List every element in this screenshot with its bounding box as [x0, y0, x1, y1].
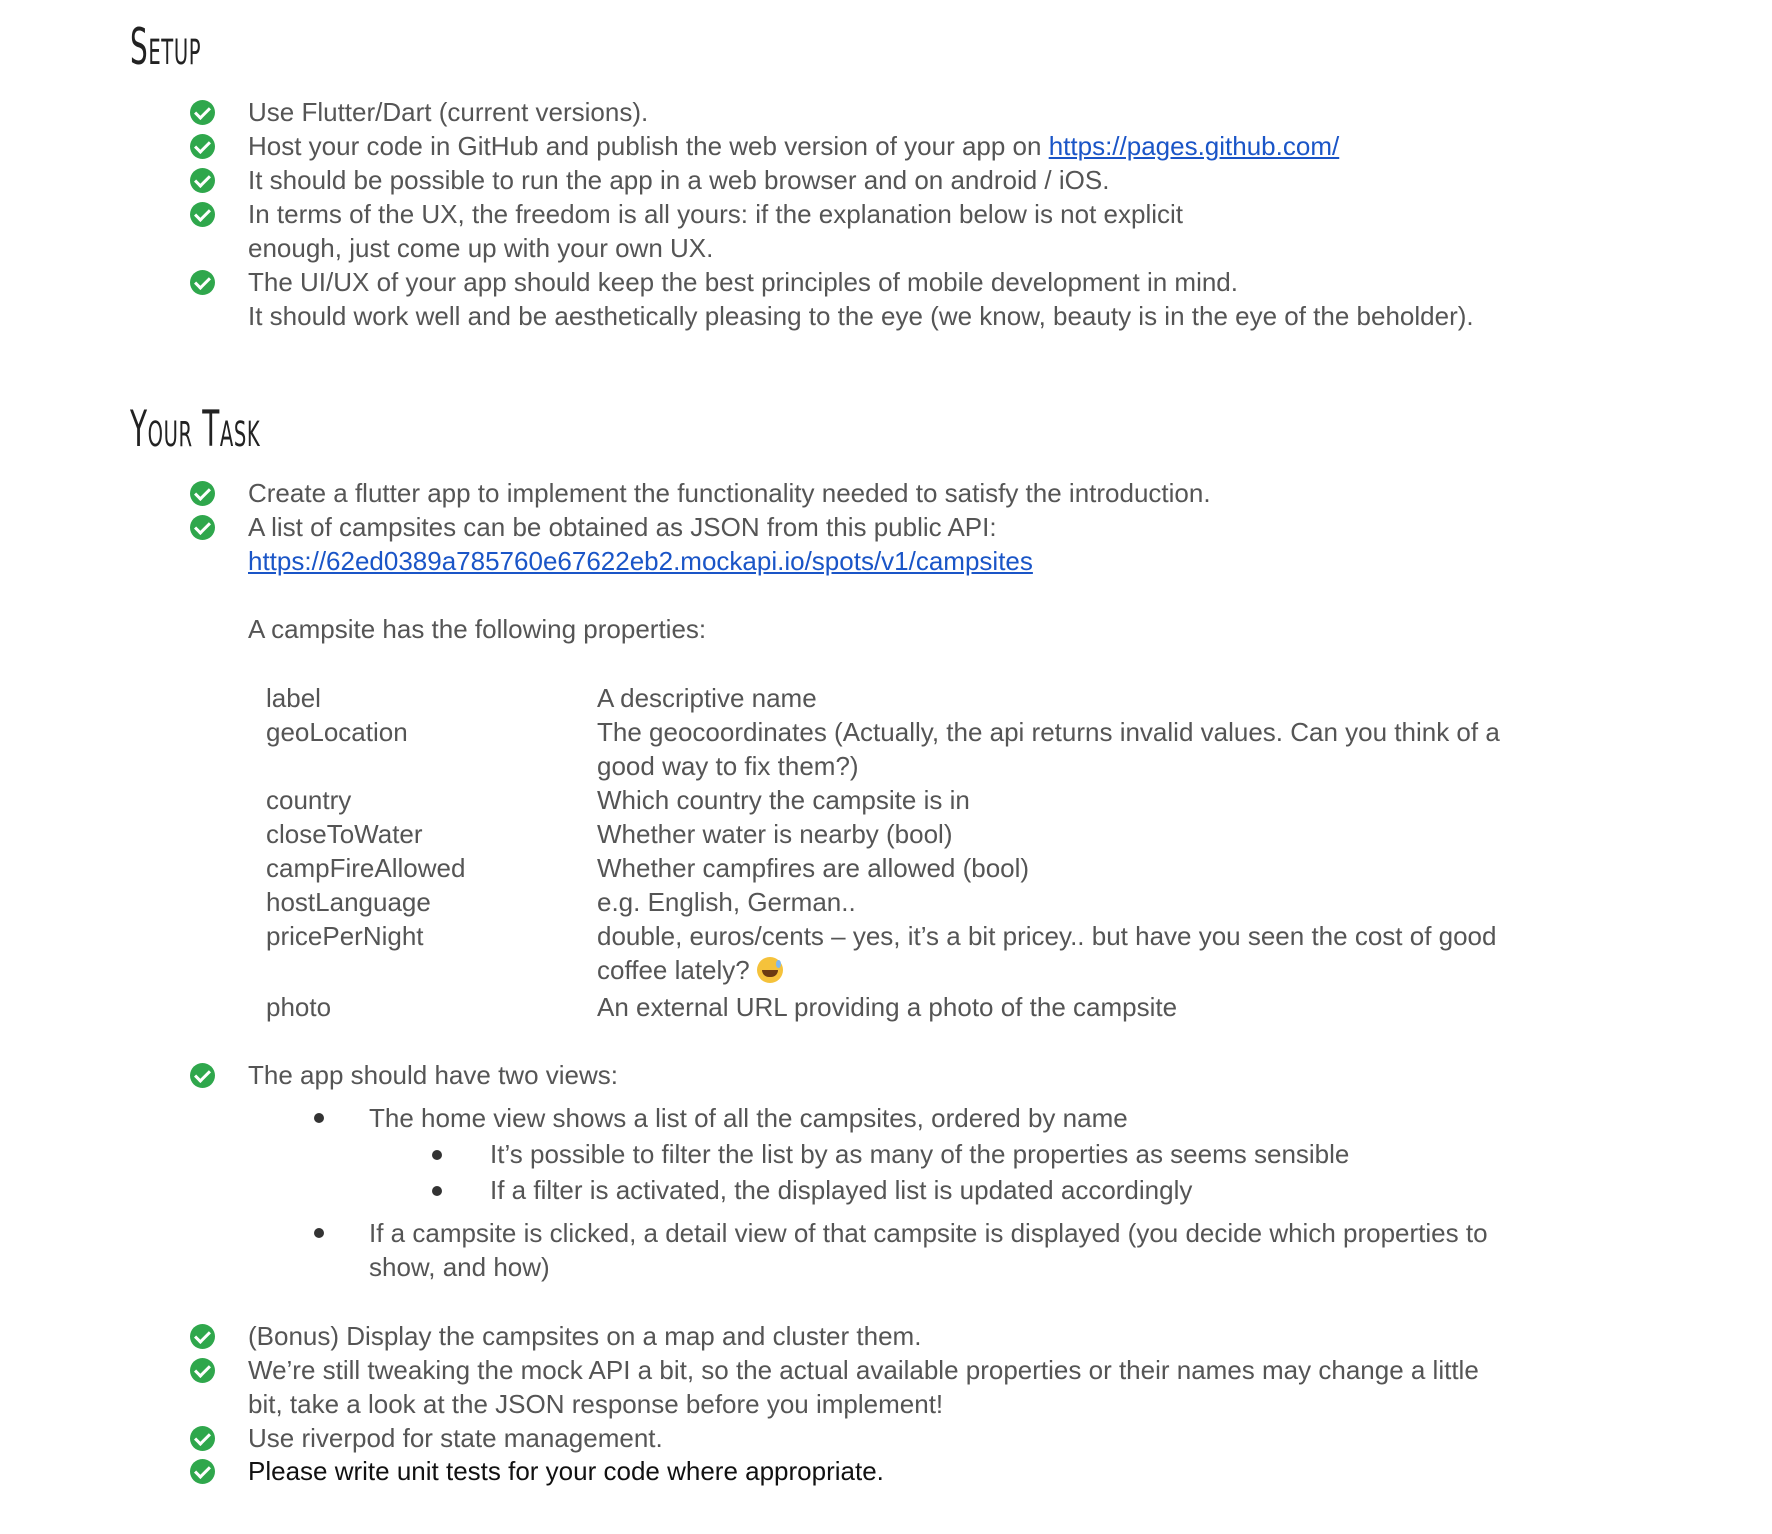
setup-item-4-line-1: In terms of the UX, the freedom is all yours: if the explanation below is not explicit	[248, 199, 1184, 229]
property-desc: double, euros/cents – yes, it’s a bit pricey.. but have you seen the cost of good	[597, 921, 1497, 951]
setup-item-2-text: Host your code in GitHub and publish the web version of your app on	[248, 131, 1049, 161]
check-icon	[190, 1358, 215, 1383]
property-name: pricePerNight	[266, 921, 424, 951]
setup-item-3: It should be possible to run the app in a web browser and on android / iOS.	[248, 165, 1110, 195]
detail-view-line-2: show, and how)	[369, 1252, 550, 1282]
property-name: geoLocation	[266, 717, 408, 747]
grinning-sweat-emoji-icon	[757, 957, 783, 983]
property-desc: Which country the campsite is in	[597, 785, 970, 815]
property-desc: Whether campfires are allowed (bool)	[597, 853, 1030, 883]
task-item-bonus: (Bonus) Display the campsites on a map and cluster them.	[248, 1321, 922, 1351]
check-icon	[190, 481, 215, 506]
api-link[interactable]: https://62ed0389a785760e67622eb2.mockapi.io/spots/v1/campsites	[248, 546, 1033, 576]
check-icon	[190, 515, 215, 540]
property-desc-cont	[597, 953, 783, 988]
check-icon	[190, 1459, 215, 1484]
check-icon	[190, 134, 215, 159]
property-name: label	[266, 683, 321, 713]
property-desc: e.g. English, German..	[597, 887, 856, 917]
property-desc: A descriptive name	[597, 683, 817, 713]
task-item-views: The app should have two views:	[248, 1060, 618, 1090]
setup-item-5-line-2: It should work well and be aesthetically pleasing to the eye (we know, beauty is in the eye of the beholder).	[248, 301, 1474, 331]
properties-intro: A campsite has the following properties:	[248, 614, 707, 644]
filter-item-2: If a filter is activated, the displayed list is updated accordingly	[490, 1175, 1193, 1205]
bullet-icon	[314, 1113, 324, 1123]
check-icon	[190, 168, 215, 193]
task-item-riverpod: Use riverpod for state management.	[248, 1423, 663, 1453]
check-icon	[190, 1426, 215, 1451]
detail-view-line-1: If a campsite is clicked, a detail view of that campsite is displayed (you decide which properties to	[369, 1218, 1488, 1248]
bullet-icon	[432, 1186, 442, 1196]
check-icon	[190, 270, 215, 295]
property-name: closeToWater	[266, 819, 423, 849]
task-item-tweak-line-1: We’re still tweaking the mock API a bit, so the actual available properties or their names may change a little	[248, 1355, 1479, 1385]
bullet-icon	[432, 1150, 442, 1160]
task-item-1: Create a flutter app to implement the functionality needed to satisfy the introduction.	[248, 478, 1211, 508]
check-icon	[190, 100, 215, 125]
property-desc-cont-text: coffee lately?	[597, 955, 750, 985]
task-item-2: A list of campsites can be obtained as JSON from this public API:	[248, 512, 997, 542]
setup-item-1: Use Flutter/Dart (current versions).	[248, 97, 649, 127]
github-pages-link[interactable]: https://pages.github.com/	[1048, 131, 1340, 161]
check-icon	[190, 202, 215, 227]
check-icon	[190, 1324, 215, 1349]
your-task-heading: Your Task	[130, 400, 261, 458]
task-item-tests: Please write unit tests for your code where appropriate.	[248, 1456, 884, 1486]
home-view-item: The home view shows a list of all the campsites, ordered by name	[369, 1103, 1128, 1133]
property-name: campFireAllowed	[266, 853, 466, 883]
property-desc: An external URL providing a photo of the campsite	[597, 992, 1178, 1022]
setup-item-4-line-2: enough, just come up with your own UX.	[248, 233, 714, 263]
property-desc: Whether water is nearby (bool)	[597, 819, 953, 849]
bullet-icon	[314, 1228, 324, 1238]
setup-item-5-line-1: The UI/UX of your app should keep the best principles of mobile development in mind.	[248, 267, 1238, 297]
setup-heading: Setup	[130, 18, 202, 76]
property-desc: The geocoordinates (Actually, the api returns invalid values. Can you think of a	[597, 717, 1500, 747]
property-name: photo	[266, 992, 332, 1022]
check-icon	[190, 1063, 215, 1088]
property-name: hostLanguage	[266, 887, 431, 917]
task-item-tweak-line-2: bit, take a look at the JSON response before you implement!	[248, 1389, 944, 1419]
property-desc-cont: good way to fix them?)	[597, 751, 859, 781]
setup-item-2	[248, 129, 1339, 164]
property-name: country	[266, 785, 352, 815]
filter-item-1: It’s possible to filter the list by as many of the properties as seems sensible	[490, 1139, 1350, 1169]
